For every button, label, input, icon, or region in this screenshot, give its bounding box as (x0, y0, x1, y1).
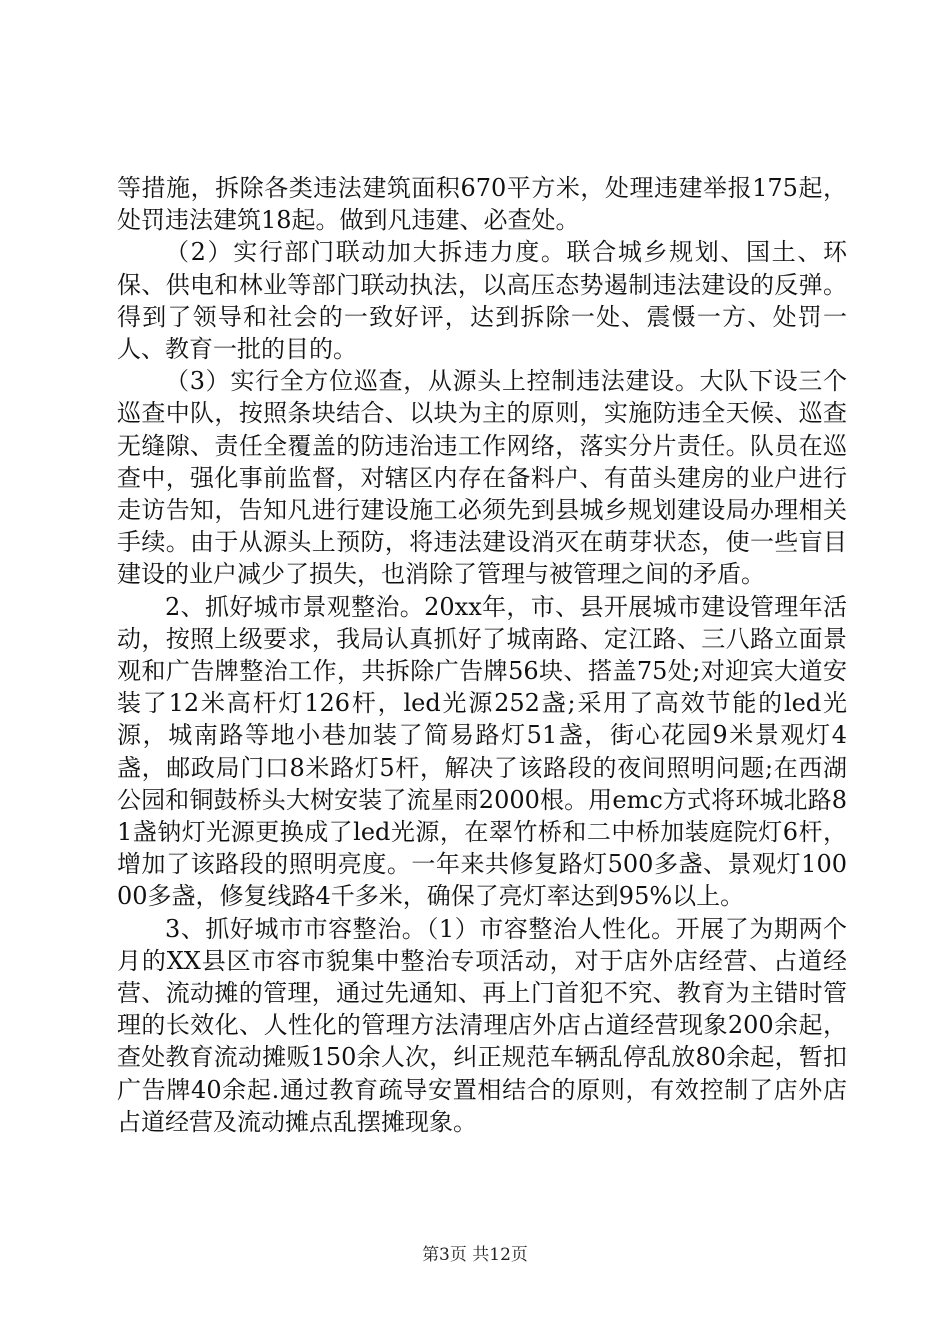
paragraph-city-appearance: 3、抓好城市市容整治。（1）市容整治人性化。开展了为期两个月的XX县区市容市貌集中整治专项活动，对于店外店经营、占道经营、流动摊的管理，通过先通知、再上门首犯不究、教育为主错时管理的长效化、人性化的管理方法清理店外店占道经营现象200余起，查处教育流动摊贩150余人次，纠正规范车辆乱停乱放80余起，暂扣广告牌40余起.通过教育疏导安置相结合的原则，有效控制了店外店占道经营及流动摊点乱摆摊现象。 (117, 914, 847, 1136)
page-footer: 第3页 共12页 (422, 1245, 528, 1265)
paragraph-landscape: 2、抓好城市景观整治。20xx年，市、县开展城市建设管理年活动，按照上级要求，我局认真抓好了城南路、定江路、三八路立面景观和广告牌整治工作，共拆除广告牌56块、搭盖75处;对迎宾大道安装了12米高杆灯126杆，led光源252盏;采用了高效节能的led光源，城南路等地小巷加装了简易路灯51盏，街心花园9米景观灯4盏，邮政局门口8米路灯5杆，解决了该路段的夜间照明问题;在西湖公园和铜鼓桥头大树安装了流星雨2000根。用emc方式将环城北路81盏钠灯光源更换成了led光源，在翠竹桥和二中桥加装庭院灯6杆，增加了该路段的照明亮度。一年来共修复路灯500多盏、景观灯10000多盏，修复线路4千多米，确保了亮灯率达到95%以上。 (117, 592, 847, 911)
paragraph-continuation: 等措施，拆除各类违法建筑面积670平方米，处理违建举报175起，处罚违法建筑18起。做到凡违建、必查处。 (117, 174, 847, 235)
paragraph-patrol: （3）实行全方位巡查，从源头上控制违法建设。大队下设三个巡查中队，按照条块结合、以块为主的原则，实施防违全天候、巡查无缝隙、责任全覆盖的防违治违工作网络，落实分片责任。队员在巡查中，强化事前监督，对辖区内存在备料户、有苗头建房的业户进行走访告知，告知凡进行建设施工必须先到县城乡规划建设局办理相关手续。由于从源头上预防，将违法建设消灭在萌芽状态，使一些盲目建设的业户减少了损失，也消除了管理与被管理之间的矛盾。 (117, 367, 847, 589)
page-body (117, 172, 847, 1138)
paragraph-department-linkage: （2）实行部门联动加大拆违力度。联合城乡规划、国土、环保、供电和林业等部门联动执法，以高压态势遏制违法建设的反弹。得到了领导和社会的一致好评，达到拆除一处、震慑一方、处罚一人、教育一批的目的。 (117, 238, 847, 364)
